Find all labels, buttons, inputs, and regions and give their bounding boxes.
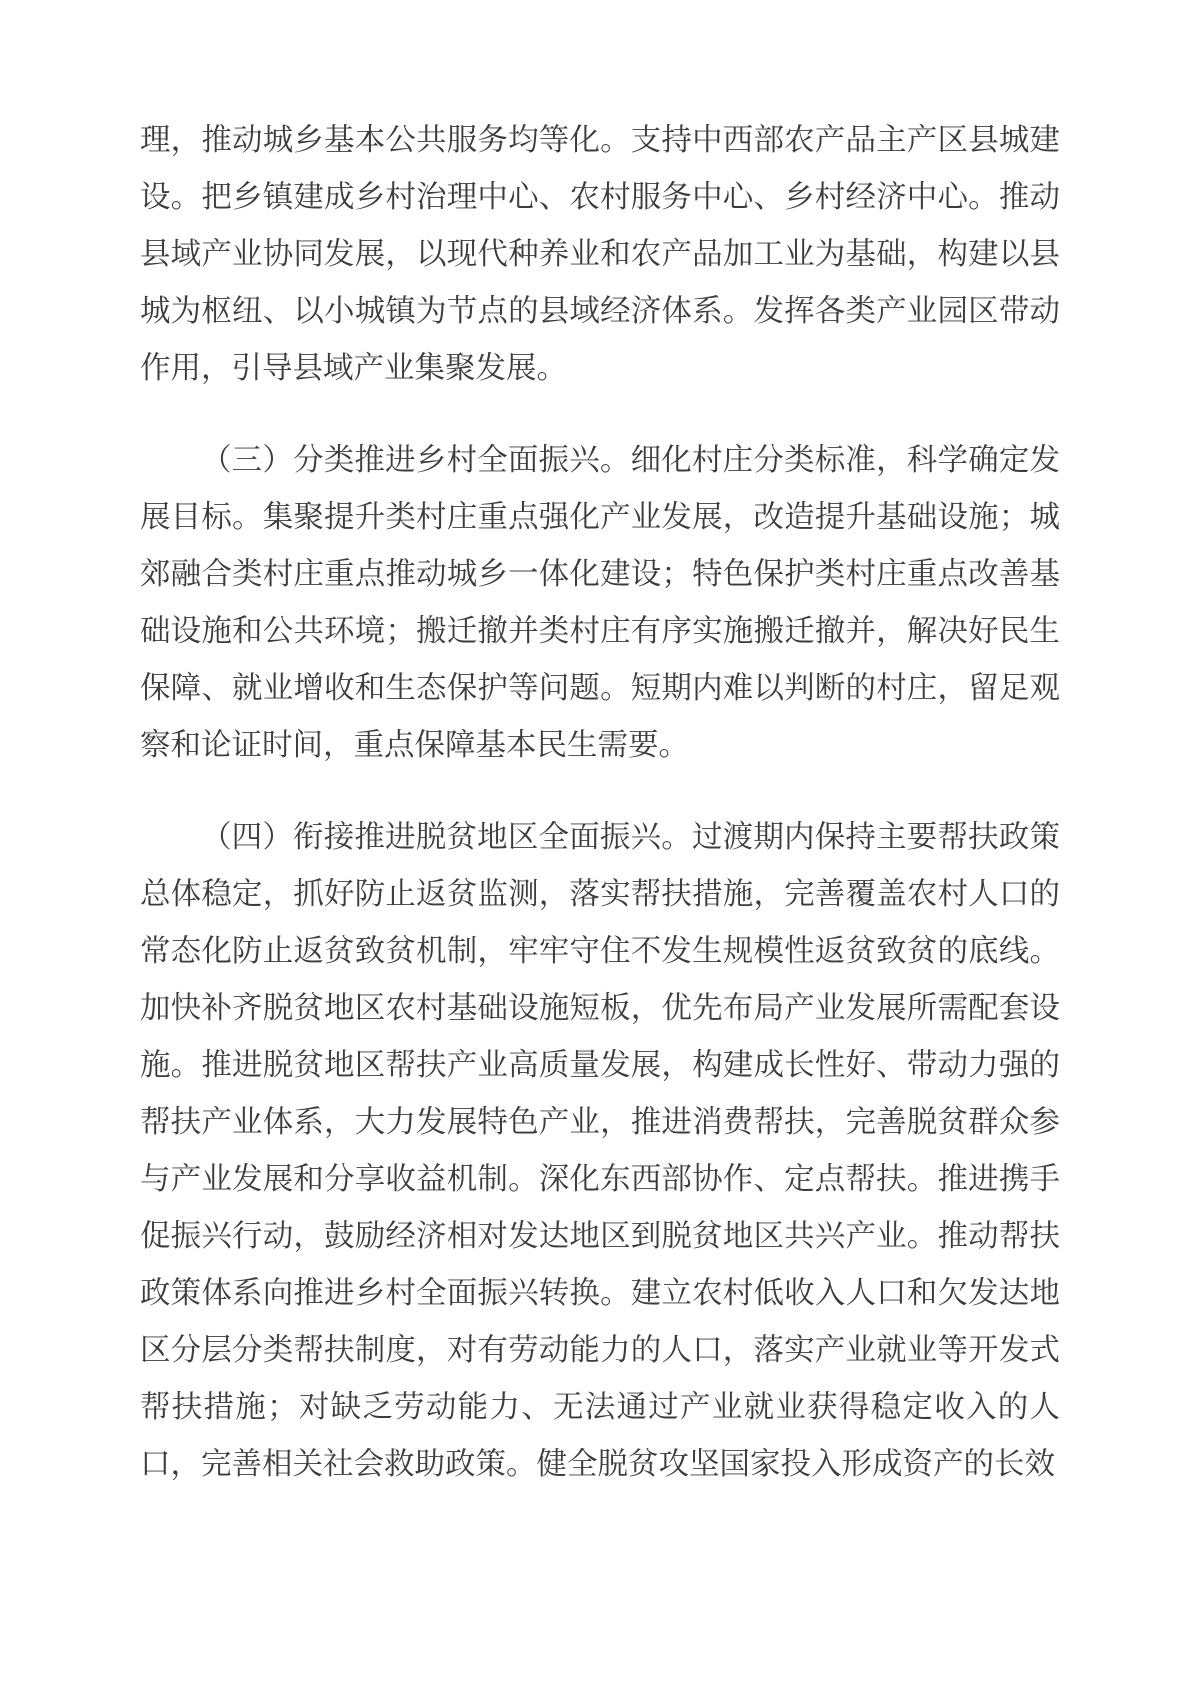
document-page	[140, 112, 1060, 1528]
body-paragraph-item-four: （四）衔接推进脱贫地区全面振兴。过渡期内保持主要帮扶政策总体稳定，抓好防止返贫监测，落实帮扶措施，完善覆盖农村人口的常态化防止返贫致贫机制，牢牢守住不发生规模性返贫致贫的底线。加快补齐脱贫地区农村基础设施短板，优先布局产业发展所需配套设施。推进脱贫地区帮扶产业高质量发展，构建成长性好、带动力强的帮扶产业体系，大力发展特色产业，推进消费帮扶，完善脱贫群众参与产业发展和分享收益机制。深化东西部协作、定点帮扶。推进携手促振兴行动，鼓励经济相对发达地区到脱贫地区共兴产业。推动帮扶政策体系向推进乡村全面振兴转换。建立农村低收入人口和欠发达地区分层分类帮扶制度，对有劳动能力的人口，落实产业就业等开发式帮扶措施；对缺乏劳动能力、无法通过产业就业获得稳定收入的人口，完善相关社会救助政策。健全脱贫攻坚国家投入形成资产的长效	[140, 820, 1060, 1481]
body-paragraph-item-three: （三）分类推进乡村全面振兴。细化村庄分类标准，科学确定发展目标。集聚提升类村庄重点强化产业发展，改造提升基础设施；城郊融合类村庄重点推动城乡一体化建设；特色保护类村庄重点改善基础设施和公共环境；搬迁撤并类村庄有序实施搬迁撤并，解决好民生保障、就业增收和生态保护等问题。短期内难以判断的村庄，留足观察和论证时间，重点保障基本民生需要。	[140, 443, 1060, 762]
body-paragraph-continuation: 理，推动城乡基本公共服务均等化。支持中西部农产品主产区县城建设。把乡镇建成乡村治理中心、农村服务中心、乡村经济中心。推动县域产业协同发展，以现代种养业和农产品加工业为基础，构建以县城为枢纽、以小城镇为节点的县域经济体系。发挥各类产业园区带动作用，引导县域产业集聚发展。	[140, 123, 1060, 385]
